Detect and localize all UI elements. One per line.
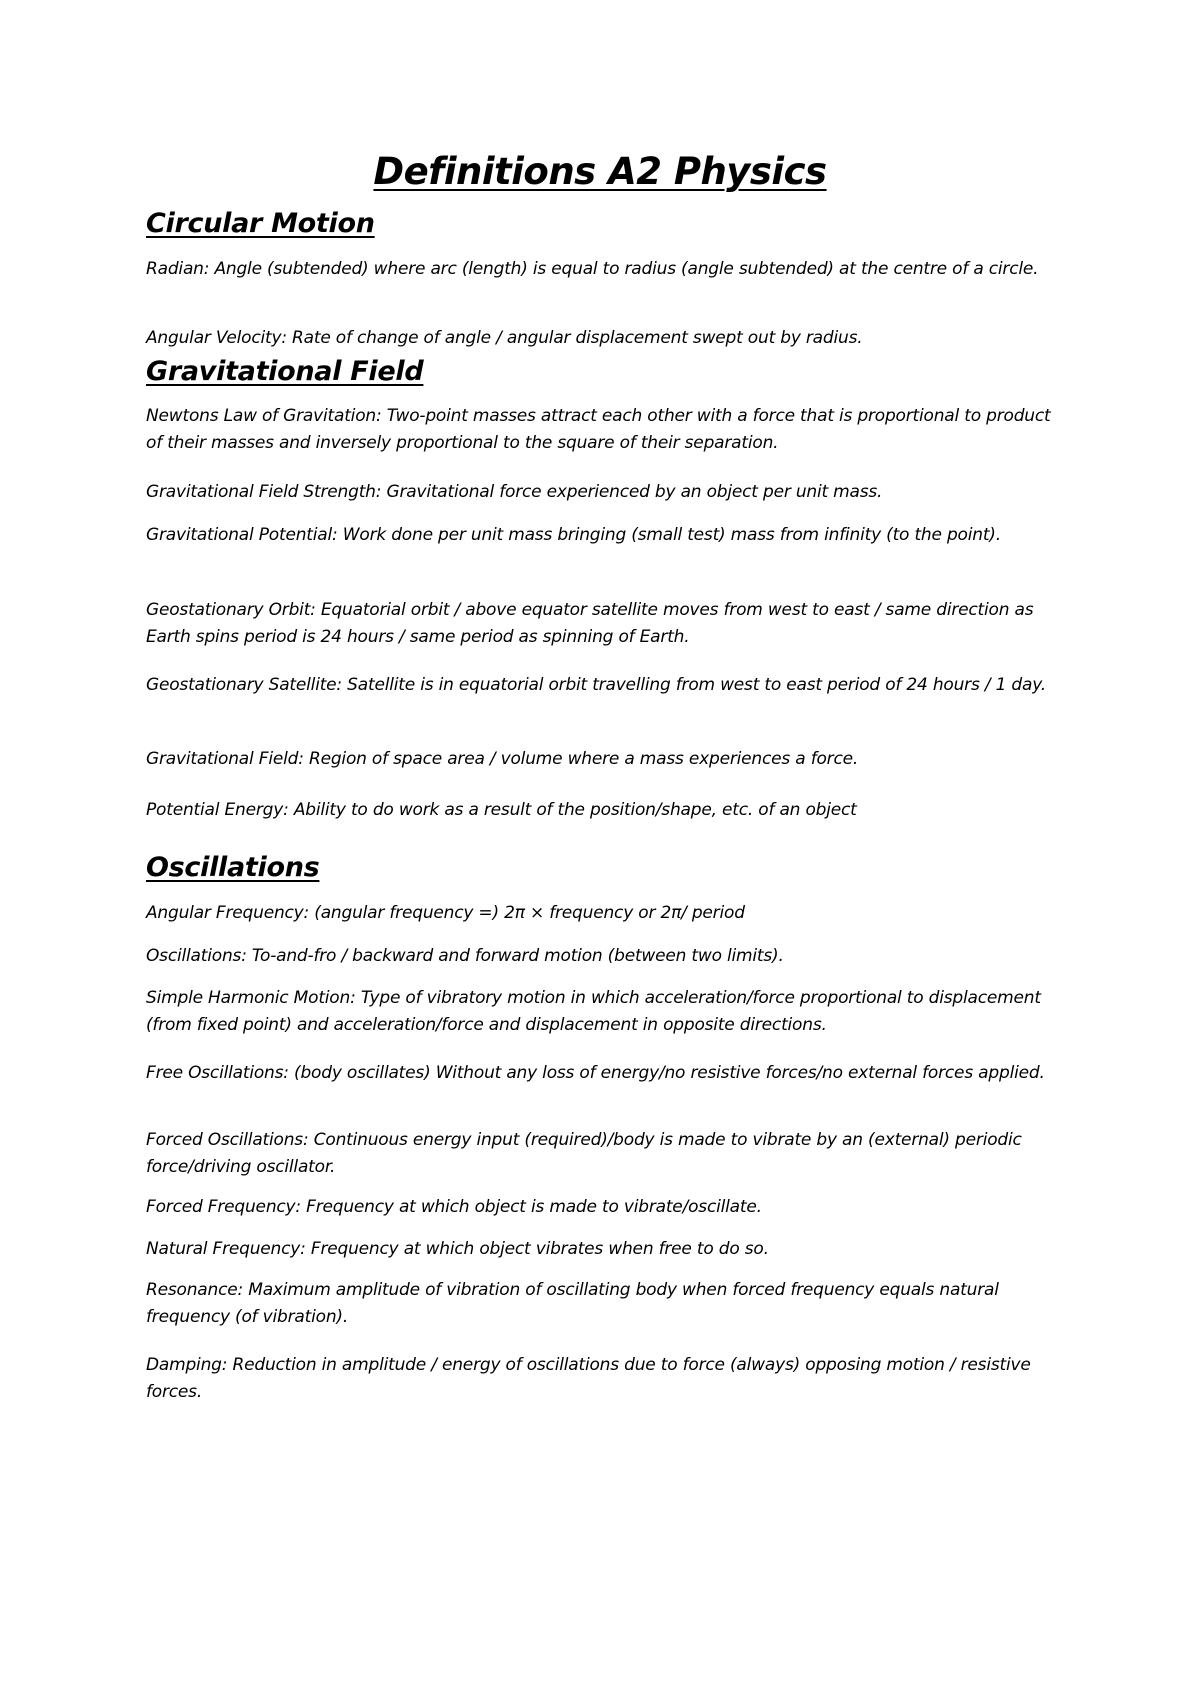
definition-oscillations: Oscillations: To-and-fro / backward and forward motion (between two limits). [146, 946, 784, 966]
definition-radian: Radian: Angle (subtended) where arc (length) is equal to radius (angle subtended) at the centre of a circle. [146, 259, 1039, 279]
definition-angular-frequency: Angular Frequency: (angular frequency =) 2π × frequency or 2π/ period [146, 903, 745, 923]
definition-angular-velocity: Angular Velocity: Rate of change of angle / angular displacement swept out by radius. [146, 328, 863, 348]
section-heading-oscillations: Oscillations [146, 852, 320, 883]
section-heading-circular-motion: Circular Motion [146, 208, 375, 239]
definition-resonance: Resonance: Maximum amplitude of vibration of oscillating body when forced frequency equals natural frequency (of vibration). [146, 1280, 999, 1327]
definition-newtons-law-of-gravitation: Newtons Law of Gravitation: Two-point masses attract each other with a force that is proportional to product of their masses and inversely proportional to the square of their separation. [146, 406, 1051, 453]
definition-gravitational-field: Gravitational Field: Region of space area / volume where a mass experiences a force. [146, 749, 859, 769]
definition-simple-harmonic-motion: Simple Harmonic Motion: Type of vibratory motion in which acceleration/force proportional to displacement (from fixed point) and acceleration/force and displacement in opposite directions. [146, 988, 1041, 1035]
section-heading-gravitational-field: Gravitational Field [146, 356, 424, 387]
definition-geostationary-satellite: Geostationary Satellite: Satellite is in equatorial orbit travelling from west to east period of 24 hours / 1 day. [146, 675, 1046, 695]
definition-potential-energy: Potential Energy: Ability to do work as a result of the position/shape, etc. of an object [146, 800, 857, 820]
definition-forced-oscillations: Forced Oscillations: Continuous energy input (required)/body is made to vibrate by an (external) periodic force/driving oscillator. [146, 1130, 1022, 1177]
document-title: Definitions A2 Physics [373, 150, 827, 193]
definition-gravitational-field-strength: Gravitational Field Strength: Gravitational force experienced by an object per unit mass. [146, 482, 883, 502]
definition-damping: Damping: Reduction in amplitude / energy of oscillations due to force (always) opposing motion / resistive forces. [146, 1355, 1031, 1402]
definition-free-oscillations: Free Oscillations: (body oscillates) Without any loss of energy/no resistive forces/no external forces applied. [146, 1063, 1045, 1083]
definition-natural-frequency: Natural Frequency: Frequency at which object vibrates when free to do so. [146, 1239, 769, 1259]
definition-gravitational-potential: Gravitational Potential: Work done per unit mass bringing (small test) mass from infinity (to the point). [146, 525, 1001, 545]
definition-forced-frequency: Forced Frequency: Frequency at which object is made to vibrate/oscillate. [146, 1197, 762, 1217]
definition-geostationary-orbit: Geostationary Orbit: Equatorial orbit / above equator satellite moves from west to east / same direction as Earth spins period is 24 hours / same period as spinning of Earth. [146, 600, 1034, 647]
